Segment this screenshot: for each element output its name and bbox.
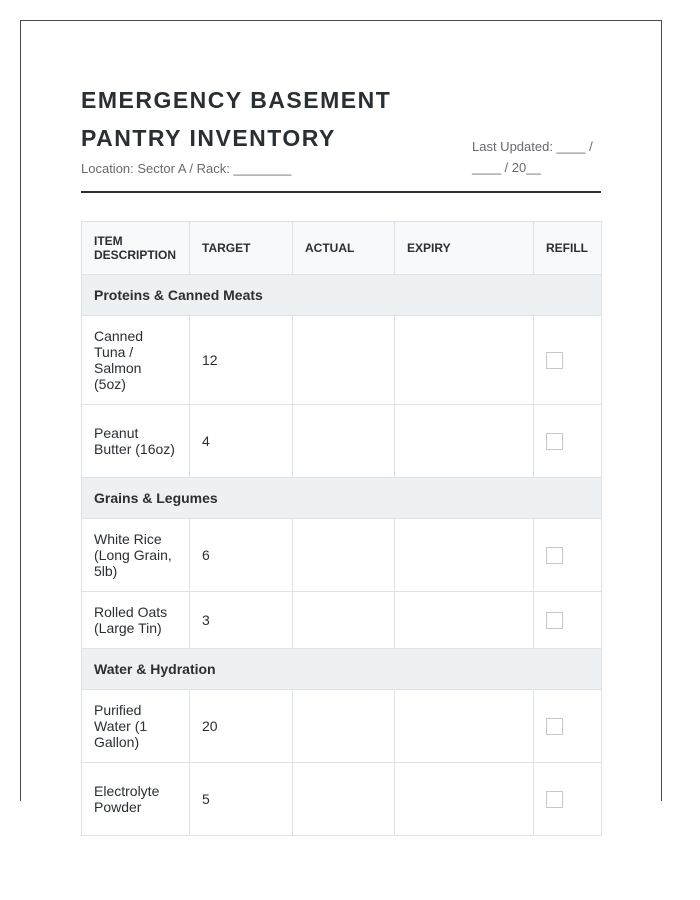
expiry-cell[interactable] — [395, 690, 534, 763]
actual-cell[interactable] — [293, 316, 395, 405]
item-description: Electrolyte Powder — [82, 763, 190, 836]
refill-checkbox[interactable] — [546, 433, 563, 450]
refill-cell — [534, 405, 602, 478]
page-title-line-1: EMERGENCY BASEMENT — [81, 87, 392, 113]
table-row — [82, 592, 602, 649]
table-row — [82, 405, 602, 478]
item-description: Rolled Oats (Large Tin) — [82, 592, 190, 649]
refill-checkbox[interactable] — [546, 547, 563, 564]
actual-cell[interactable] — [293, 405, 395, 478]
category-row — [82, 649, 602, 690]
refill-cell — [534, 519, 602, 592]
refill-checkbox[interactable] — [546, 612, 563, 629]
category-label: Grains & Legumes — [82, 478, 602, 519]
table-header-row — [82, 222, 602, 275]
table-row — [82, 519, 602, 592]
actual-cell[interactable] — [293, 690, 395, 763]
refill-checkbox[interactable] — [546, 791, 563, 808]
item-description: Peanut Butter (16oz) — [82, 405, 190, 478]
expiry-cell[interactable] — [395, 763, 534, 836]
target-quantity: 4 — [190, 405, 293, 478]
category-label: Proteins & Canned Meats — [82, 275, 602, 316]
category-row — [82, 275, 602, 316]
category-label: Water & Hydration — [82, 649, 602, 690]
actual-cell[interactable] — [293, 763, 395, 836]
actual-cell[interactable] — [293, 592, 395, 649]
table-row — [82, 763, 602, 836]
column-header-refill: REFILL — [534, 222, 602, 275]
expiry-cell[interactable] — [395, 316, 534, 405]
document-content — [81, 21, 601, 815]
last-updated-field: Last Updated: ____ / ____ / 20__ — [472, 139, 593, 175]
expiry-cell[interactable] — [395, 405, 534, 478]
inventory-table — [81, 221, 602, 836]
table-row — [82, 690, 602, 763]
target-quantity: 20 — [190, 690, 293, 763]
column-header-item: ITEM DESCRIPTION — [82, 222, 190, 275]
expiry-cell[interactable] — [395, 519, 534, 592]
category-row — [82, 478, 602, 519]
target-quantity: 6 — [190, 519, 293, 592]
actual-cell[interactable] — [293, 519, 395, 592]
item-description: Canned Tuna / Salmon (5oz) — [82, 316, 190, 405]
refill-cell — [534, 316, 602, 405]
refill-cell — [534, 690, 602, 763]
refill-checkbox[interactable] — [546, 352, 563, 369]
column-header-target: TARGET — [190, 222, 293, 275]
location-field: Location: Sector A / Rack: ________ — [81, 161, 292, 176]
item-description: Purified Water (1 Gallon) — [82, 690, 190, 763]
refill-cell — [534, 763, 602, 836]
table-row — [82, 316, 602, 405]
expiry-cell[interactable] — [395, 592, 534, 649]
refill-cell — [534, 592, 602, 649]
document-page — [20, 20, 662, 815]
column-header-actual: ACTUAL — [293, 222, 395, 275]
item-description: White Rice (Long Grain, 5lb) — [82, 519, 190, 592]
target-quantity: 12 — [190, 316, 293, 405]
page-title-line-2: PANTRY INVENTORY — [81, 125, 336, 151]
target-quantity: 5 — [190, 763, 293, 836]
column-header-expiry: EXPIRY — [395, 222, 534, 275]
document-header — [81, 21, 601, 193]
refill-checkbox[interactable] — [546, 718, 563, 735]
target-quantity: 3 — [190, 592, 293, 649]
